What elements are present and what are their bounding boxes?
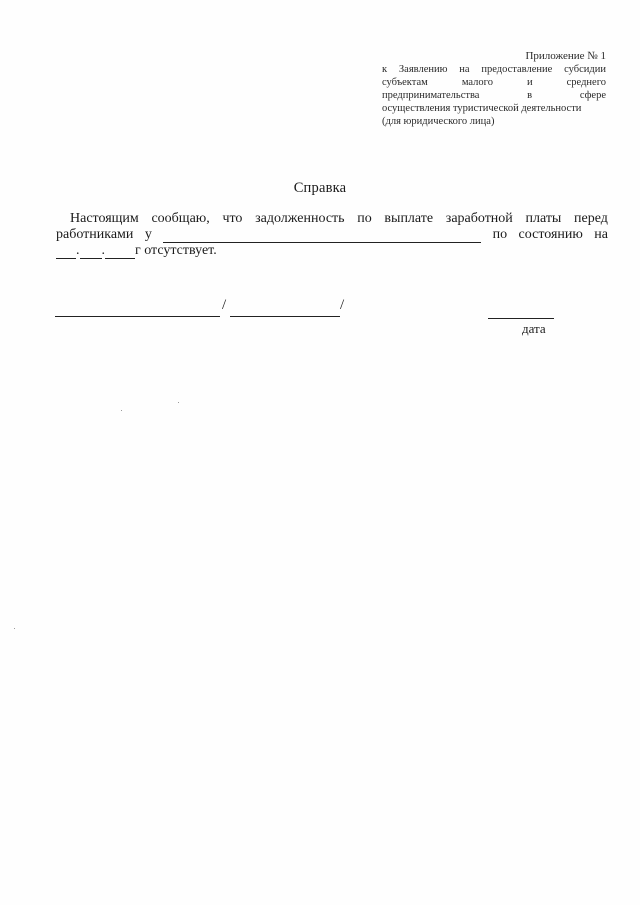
appendix-word: на [459, 64, 470, 75]
signature-slash: / [340, 297, 345, 313]
body-line-1 [56, 211, 608, 227]
organization-name-blank[interactable] [163, 230, 481, 243]
date-blank[interactable] [488, 306, 554, 319]
signature-blank[interactable] [55, 300, 220, 317]
appendix-word: субъектам [382, 77, 428, 88]
appendix-word: среднего [566, 77, 606, 88]
appendix-line-1 [382, 63, 606, 76]
appendix-word: к [382, 64, 388, 75]
appendix-title: Приложение № 1 [525, 50, 606, 62]
appendix-word: субсидии [564, 64, 606, 75]
date-separator: . [101, 243, 105, 258]
body-word: платы [525, 211, 562, 226]
body-word: состоянию [518, 227, 583, 242]
body-line-3-end: г отсутствует. [135, 243, 217, 258]
body-word: заработной [445, 211, 513, 226]
body-word: выплате [384, 211, 434, 226]
appendix-block [382, 50, 606, 128]
signature-slash: / [222, 297, 227, 313]
body-word: на [594, 227, 608, 242]
appendix-word: предпринимательства [382, 90, 480, 101]
scan-speck [14, 628, 15, 629]
body-word: Настоящим [70, 211, 139, 226]
date-separator: . [76, 243, 80, 258]
body-word: что [222, 211, 243, 226]
date-month-blank[interactable] [80, 246, 102, 259]
scan-speck [121, 410, 122, 411]
signature-name-blank[interactable] [230, 300, 340, 317]
appendix-line-4: осуществления туристической деятельности [382, 103, 582, 114]
scan-speck [178, 402, 179, 403]
appendix-word: предоставление [481, 64, 553, 75]
appendix-line-3 [382, 89, 606, 102]
document-title: Справка [293, 180, 347, 196]
body-word: сообщаю, [151, 211, 210, 226]
appendix-line-2 [382, 76, 606, 89]
body-line-2 [56, 227, 608, 243]
appendix-word: Заявлению [398, 64, 448, 75]
body-word: задолженность [255, 211, 345, 226]
appendix-word: сфере [579, 90, 606, 101]
appendix-word: в [527, 90, 533, 101]
body-word: по [492, 227, 508, 242]
body-word: по [357, 211, 372, 226]
date-label: дата [522, 321, 546, 336]
body-word: работниками [56, 227, 134, 242]
appendix-line-5: (для юридического лица) [382, 116, 495, 127]
appendix-word: и [526, 77, 533, 88]
date-year-blank[interactable] [105, 246, 135, 259]
appendix-word: малого [461, 77, 493, 88]
date-day-blank[interactable] [56, 246, 76, 259]
body-word: перед [574, 211, 608, 226]
body-paragraph [56, 211, 608, 259]
body-word: у [144, 227, 152, 242]
body-line-3 [56, 243, 608, 259]
